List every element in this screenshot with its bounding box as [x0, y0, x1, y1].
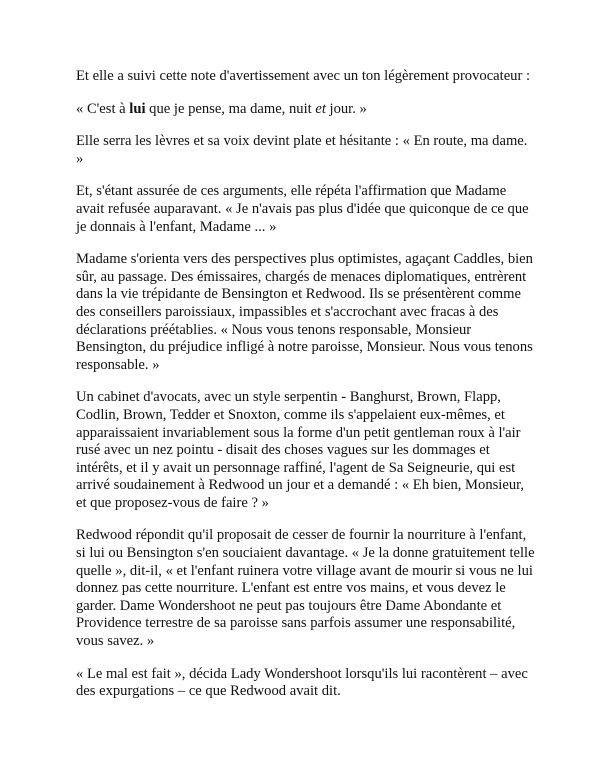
document-page: [76, 68, 536, 716]
paragraph-2-middle: que je pense, ma dame, nuit: [145, 100, 316, 117]
paragraph-3: Elle serra les lèvres et sa voix devint plate et hésitante : « En route, ma dame. »: [76, 133, 528, 167]
paragraph-2-before: « C'est à: [76, 100, 130, 117]
paragraph-5: Madame s'orienta vers des perspectives plus optimistes, agaçant Caddles, bien sûr, au passage. Des émissaires, chargés de menaces diplomatiques, entrèrent dans la vie trépidante de Bensington et Redwood. Ils se présentèrent comme des conseillers paroissiaux, impassibles et s'accrochant avec fracas à des déclarations préétablies. « Nous vous tenons responsable, Monsieur Bensington, du préjudice infligé à notre paroisse, Monsieur. Nous vous tenons responsable. »: [76, 251, 533, 373]
paragraph-6: Un cabinet d'avocats, avec un style serpentin - Banghurst, Brown, Flapp, Codlin, Brown, Tedder et Snoxton, comme ils s'appelaient eux-mêmes, et apparaissaient invariablement sous la forme d'un petit gentleman roux à l'air rusé avec un nez pointu - disait des choses vagues sur les dommages et intérêts, et il y avait un personnage raffiné, l'agent de Sa Seigneurie, qui est arrivé soudainement à Redwood un jour et a demandé : « Eh bien, Monsieur, et que proposez-vous de faire ? »: [76, 389, 525, 511]
paragraph-1: Et elle a suivi cette note d'avertissement avec un ton légèrement provocateur :: [76, 68, 531, 84]
paragraph-8: « Le mal est fait », décida Lady Wondershoot lorsqu'ils lui racontèrent – avec des expurgations – ce que Redwood avait dit.: [76, 665, 528, 700]
paragraph-7: Redwood répondit qu'il proposait de cesser de fournir la nourriture à l'enfant, si lui ou Bensington s'en souciaient davantage. « Je la donne gratuitement telle quelle », dit-il, « et l'enfant ruinera votre village avant de mourir si vous ne lui donnez pas cette nourriture. L'enfant est entre vos mains, et vous devez le garder. Dame Wondershoot ne peut pas toujours être Dame Abondante et Providence terrestre de sa paroisse sans parfois assumer une responsabilité, vous savez. »: [76, 527, 535, 650]
paragraph-2-italic: et: [315, 100, 326, 117]
paragraph-2-after: jour. »: [325, 100, 367, 117]
paragraph-2: [76, 101, 536, 119]
paragraph-2-bold: lui: [129, 100, 146, 117]
paragraph-4: Et, s'étant assurée de ces arguments, elle répéta l'affirmation que Madame avait refusée auparavant. « Je n'avais pas plus d'idée que quiconque de ce que je donnais à l'enfant, Madame ... »: [76, 183, 529, 235]
